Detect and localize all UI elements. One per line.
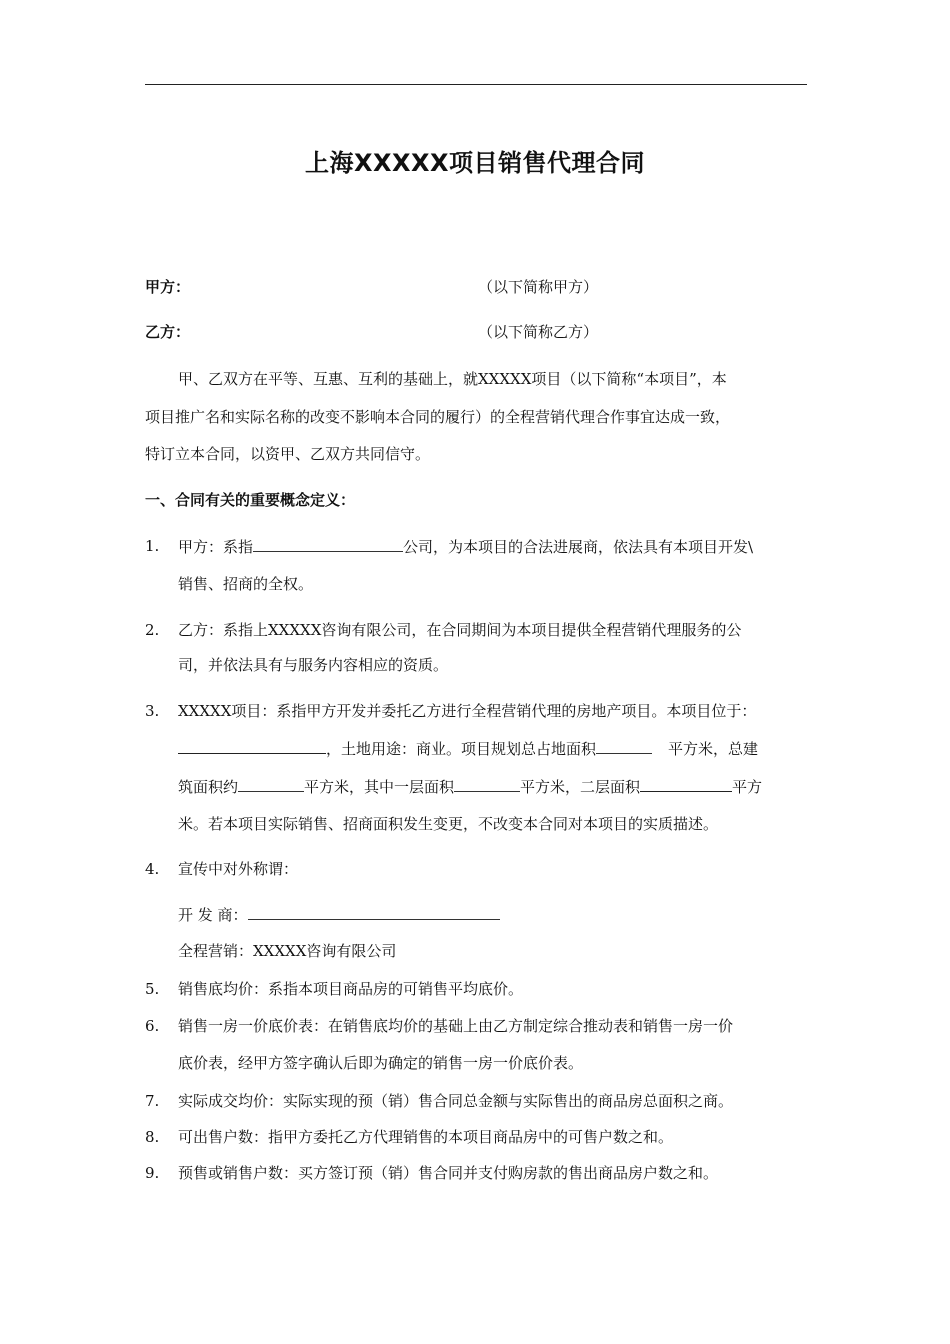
preamble-line: 特订立本合同，以资甲、乙双方共同信守。 — [145, 445, 431, 463]
definition-item — [178, 738, 758, 759]
blank-field[interactable] — [238, 776, 304, 792]
header-rule — [145, 84, 807, 85]
developer-label: 开 发 商： — [178, 906, 248, 924]
party-b-label: 乙方： — [145, 323, 191, 341]
item-number: 4. — [145, 860, 160, 878]
item-text: 实际成交均价：实际实现的预（销）售合同总金额与实际售出的商品房总面积之商。 — [178, 1092, 734, 1110]
item-text: ，土地用途：商业。项目规划总占地面积 — [326, 740, 597, 758]
item-text: 宣传中对外称谓： — [178, 860, 299, 878]
section-heading: 一、合同有关的重要概念定义： — [145, 491, 356, 509]
item-text: 全程营销：XXXXX咨询有限公司 — [178, 942, 397, 960]
item-number: 1. — [145, 537, 160, 555]
preamble-line: 项目推广名和实际名称的改变不影响本合同的履行）的全程营销代理合作事宜达成一致， — [145, 408, 731, 426]
item-text: 米。若本项目实际销售、招商面积发生变更，不改变本合同对本项目的实质描述。 — [178, 815, 719, 833]
item-text: 公司，为本项目的合法进展商，依法具有本项目开发\ — [403, 538, 754, 556]
item-text: 甲方：系指 — [178, 538, 254, 556]
item-text: 平方米，二层面积 — [520, 778, 641, 796]
blank-field[interactable] — [253, 536, 403, 552]
item-text: 司，并依法具有与服务内容相应的资质。 — [178, 656, 449, 674]
blank-field[interactable] — [248, 904, 500, 920]
item-text: 乙方：系指上XXXXX咨询有限公司，在合同期间为本项目提供全程营销代理服务的公 — [178, 621, 742, 639]
item-text: 底价表，经甲方签字确认后即为确定的销售一房一价底价表。 — [178, 1054, 584, 1072]
item-text: 销售、招商的全权。 — [178, 575, 314, 593]
preamble-line: 甲、乙双方在平等、互惠、互利的基础上，就XXXXX项目（以下简称“本项目”，本 — [178, 370, 727, 388]
item-text: XXXXX项目：系指甲方开发并委托乙方进行全程营销代理的房地产项目。本项目位于： — [178, 702, 757, 720]
developer-line — [178, 904, 500, 925]
definition-item — [178, 536, 753, 557]
document-title: 上海XXXXX项目销售代理合同 — [304, 149, 646, 177]
party-b-note: （以下简称乙方） — [478, 323, 599, 341]
item-number: 3. — [145, 702, 160, 720]
definition-item — [178, 776, 762, 797]
blank-field[interactable] — [178, 738, 326, 754]
item-text: 筑面积约 — [178, 778, 239, 796]
item-number: 7. — [145, 1092, 160, 1110]
item-number: 8. — [145, 1128, 160, 1146]
item-text: 平方 — [732, 778, 763, 796]
party-a-label: 甲方： — [145, 278, 191, 296]
blank-field[interactable] — [640, 776, 732, 792]
item-text: 销售底均价：系指本项目商品房的可销售平均底价。 — [178, 980, 524, 998]
item-number: 5. — [145, 980, 160, 998]
item-text: 平方米，总建 — [668, 740, 759, 758]
item-number: 2. — [145, 621, 160, 639]
item-number: 6. — [145, 1017, 160, 1035]
blank-field[interactable] — [596, 738, 652, 754]
item-text: 销售一房一价底价表：在销售底均价的基础上由乙方制定综合推动表和销售一房一价 — [178, 1017, 734, 1035]
item-text: 预售或销售户数：买方签订预（销）售合同并支付购房款的售出商品房户数之和。 — [178, 1164, 719, 1182]
blank-field[interactable] — [454, 776, 520, 792]
item-number: 9. — [145, 1164, 160, 1182]
item-text: 可出售户数：指甲方委托乙方代理销售的本项目商品房中的可售户数之和。 — [178, 1128, 674, 1146]
party-a-note: （以下简称甲方） — [478, 278, 599, 296]
item-text: 平方米，其中一层面积 — [304, 778, 455, 796]
